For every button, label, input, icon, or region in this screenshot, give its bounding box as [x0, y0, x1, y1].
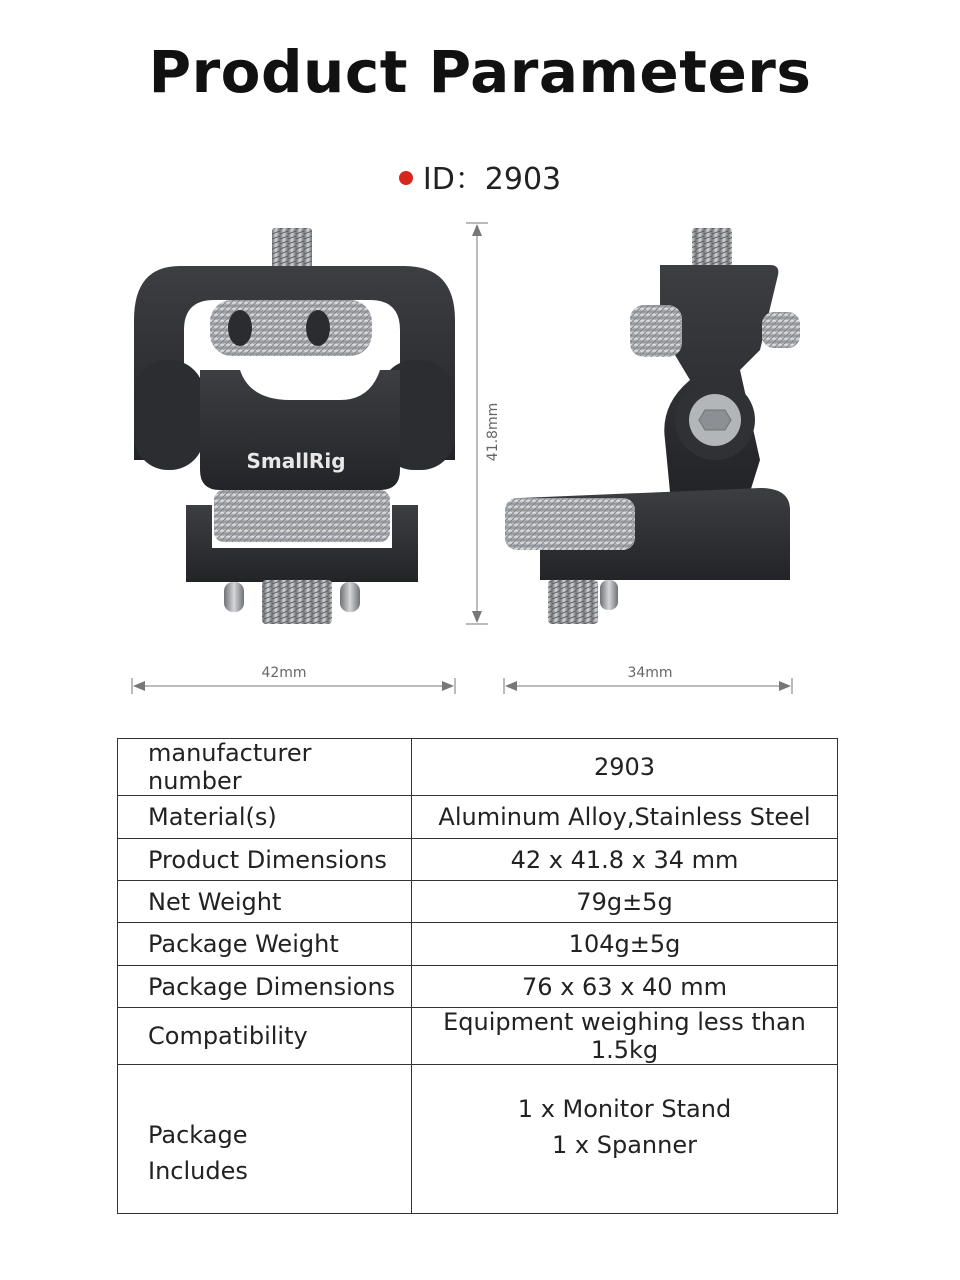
top-screw [272, 228, 312, 270]
table-row [118, 881, 838, 923]
table-row [118, 739, 838, 796]
bottom-screw [262, 580, 332, 624]
table-row [118, 966, 838, 1008]
param-label: manufacturer number [118, 739, 412, 796]
table-row [118, 1008, 838, 1065]
side-top-screw [692, 228, 732, 268]
param-value: 104g±5g [412, 923, 838, 966]
table-row [118, 923, 838, 966]
parameters-table [117, 738, 838, 1214]
product-id-label: ID： [422, 162, 485, 197]
param-value: 76 x 63 x 40 mm [412, 966, 838, 1008]
param-value: Equipment weighing less than 1.5kg [412, 1008, 838, 1065]
param-value: 42 x 41.8 x 34 mm [412, 839, 838, 881]
param-label: Product Dimensions [118, 839, 412, 881]
param-value: 79g±5g [412, 881, 838, 923]
param-label: Package Dimensions [118, 966, 412, 1008]
param-label: Package Includes [118, 1065, 412, 1214]
page-title: Product Parameters [148, 38, 812, 106]
side-width-label: 34mm [627, 665, 673, 681]
table-row [118, 1065, 838, 1214]
front-width-label: 42mm [261, 665, 307, 681]
param-label: Net Weight [118, 881, 412, 923]
product-id-value: 2903 [484, 162, 562, 197]
table-row [118, 839, 838, 881]
param-label: Material(s) [118, 796, 412, 839]
side-bottom-screw [548, 580, 598, 624]
param-value: 1 x Monitor Stand 1 x Spanner [412, 1065, 838, 1214]
table-row [118, 796, 838, 839]
side-view [505, 228, 800, 624]
brand-label: SmallRig [246, 449, 346, 473]
front-view [134, 228, 455, 624]
lower-knob [214, 490, 390, 542]
hex-socket-icon [699, 410, 731, 430]
param-value: 2903 [412, 739, 838, 796]
param-label: Package Weight [118, 923, 412, 966]
height-label: 41.8mm [485, 402, 501, 462]
param-label: Compatibility [118, 1008, 412, 1065]
param-value: Aluminum Alloy,Stainless Steel [412, 796, 838, 839]
